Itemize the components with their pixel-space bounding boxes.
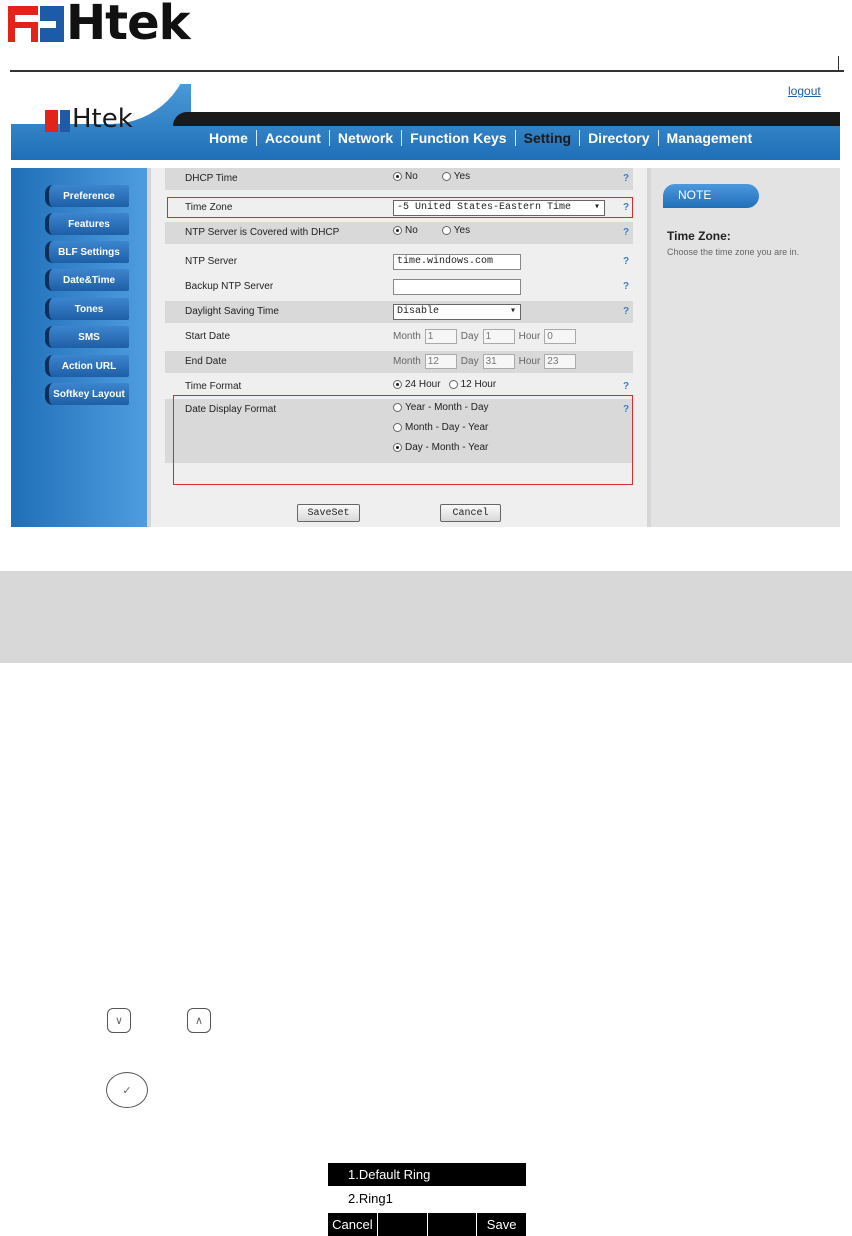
softkey-blank [378,1213,428,1236]
header-rule-tick [838,56,839,72]
dhcp-time-yes-radio[interactable] [442,172,451,181]
phone-list-item[interactable]: 2.Ring1 [348,1191,393,1206]
row-ntp-dhcp: NTP Server is Covered with DHCP No Yes ? [165,222,633,244]
ntp-dhcp-yes-radio[interactable] [442,226,451,235]
start-month-input[interactable]: 1 [425,329,457,344]
end-hour-input[interactable]: 23 [544,354,576,369]
web-ui-screenshot [11,84,840,527]
sidebar-item-preference[interactable]: Preference [45,185,129,207]
nav-home[interactable]: Home [201,130,257,146]
phone-list-item-selected[interactable]: 1.Default Ring [328,1163,526,1186]
softkey-cancel[interactable]: Cancel [328,1213,378,1236]
ntp-server-input[interactable]: time.windows.com [393,254,521,270]
web-logo: Htek [45,110,155,134]
help-icon[interactable]: ? [623,256,630,267]
cancel-button[interactable]: Cancel [440,504,501,522]
note-description: Choose the time zone you are in. [667,247,800,257]
softkey-save[interactable]: Save [486,1217,517,1232]
help-icon[interactable]: ? [623,404,630,415]
settings-sidebar [11,168,147,527]
sidebar-item-tones[interactable]: Tones [45,298,129,320]
save-set-button[interactable]: SaveSet [297,504,360,522]
sidebar-item-blf-settings[interactable]: BLF Settings [45,241,129,263]
row-end-date: End Date Month 12 Day 31 Hour 23 [165,351,633,373]
dhcp-time-no-radio[interactable] [393,172,402,181]
ntp-dhcp-no-radio[interactable] [393,226,402,235]
main-nav [201,128,760,148]
sidebar-item-features[interactable]: Features [45,213,129,235]
note-panel [651,168,840,527]
row-time-format: Time Format 24 Hour 12 Hour ? [185,379,630,392]
softkey-blank [428,1213,478,1236]
phone-softkey-bar [328,1213,526,1236]
nav-setting[interactable]: Setting [516,130,580,146]
logout-link[interactable]: logout [788,84,821,98]
sidebar-item-date-time[interactable]: Date&Time [45,269,129,291]
highlight-time-zone [167,197,633,218]
nav-function-keys[interactable]: Function Keys [402,130,515,146]
nav-account[interactable]: Account [257,130,330,146]
nav-management[interactable]: Management [666,130,753,146]
nav-network[interactable]: Network [330,130,402,146]
web-body [11,168,840,527]
nav-directory[interactable]: Directory [580,130,658,146]
end-day-input[interactable]: 31 [483,354,515,369]
ok-key-icon: ✓ [106,1072,148,1108]
start-hour-input[interactable]: 0 [544,329,576,344]
help-icon[interactable]: ? [623,227,630,238]
row-dhcp-time: DHCP Time No Yes ? [165,168,633,190]
up-key-icon: ∧ [187,1008,211,1033]
note-title: Time Zone: [667,229,731,243]
start-day-input[interactable]: 1 [483,329,515,344]
date-time-form [151,168,647,527]
help-icon[interactable]: ? [623,381,630,392]
backup-ntp-input[interactable] [393,279,521,295]
time-zone-select[interactable]: -5 United States-Eastern Time ▾ [393,200,605,216]
web-header [11,84,840,162]
row-date-format: Date Display Format Year - Month - Day Month - Day - Year Day - Month - Year ? [165,399,633,463]
row-daylight-saving: Daylight Saving Time Disable ▾ ? [165,301,633,323]
help-icon[interactable]: ? [623,173,630,184]
down-key-icon: ∨ [107,1008,131,1033]
gray-note-band [0,571,852,663]
highlight-format-section [173,395,633,485]
row-ntp-server: NTP Server time.windows.com ? [165,251,633,273]
header-rule [10,70,844,72]
time-format-24-radio[interactable] [393,380,402,389]
htek-logo-word: Htek [66,0,190,51]
sidebar-item-sms[interactable]: SMS [45,326,129,348]
help-icon[interactable]: ? [623,202,630,213]
phone-screen [328,1163,526,1236]
row-backup-ntp: Backup NTP Server ? [165,276,633,298]
help-icon[interactable]: ? [623,306,630,317]
htek-logo [8,0,194,51]
htek-logo-mark [8,6,64,42]
row-start-date: Start Date Month 1 Day 1 Hour 0 [165,326,633,348]
sidebar-item-softkey-layout[interactable]: Softkey Layout [45,383,129,405]
sidebar-item-action-url[interactable]: Action URL [45,355,129,377]
end-month-input[interactable]: 12 [425,354,457,369]
daylight-saving-select[interactable]: Disable ▾ [393,304,521,320]
note-tab: NOTE [663,184,759,208]
help-icon[interactable]: ? [623,281,630,292]
time-format-12-radio[interactable] [449,380,458,389]
row-time-zone: Time Zone -5 United States-Eastern Time ▾ ? [165,197,633,219]
